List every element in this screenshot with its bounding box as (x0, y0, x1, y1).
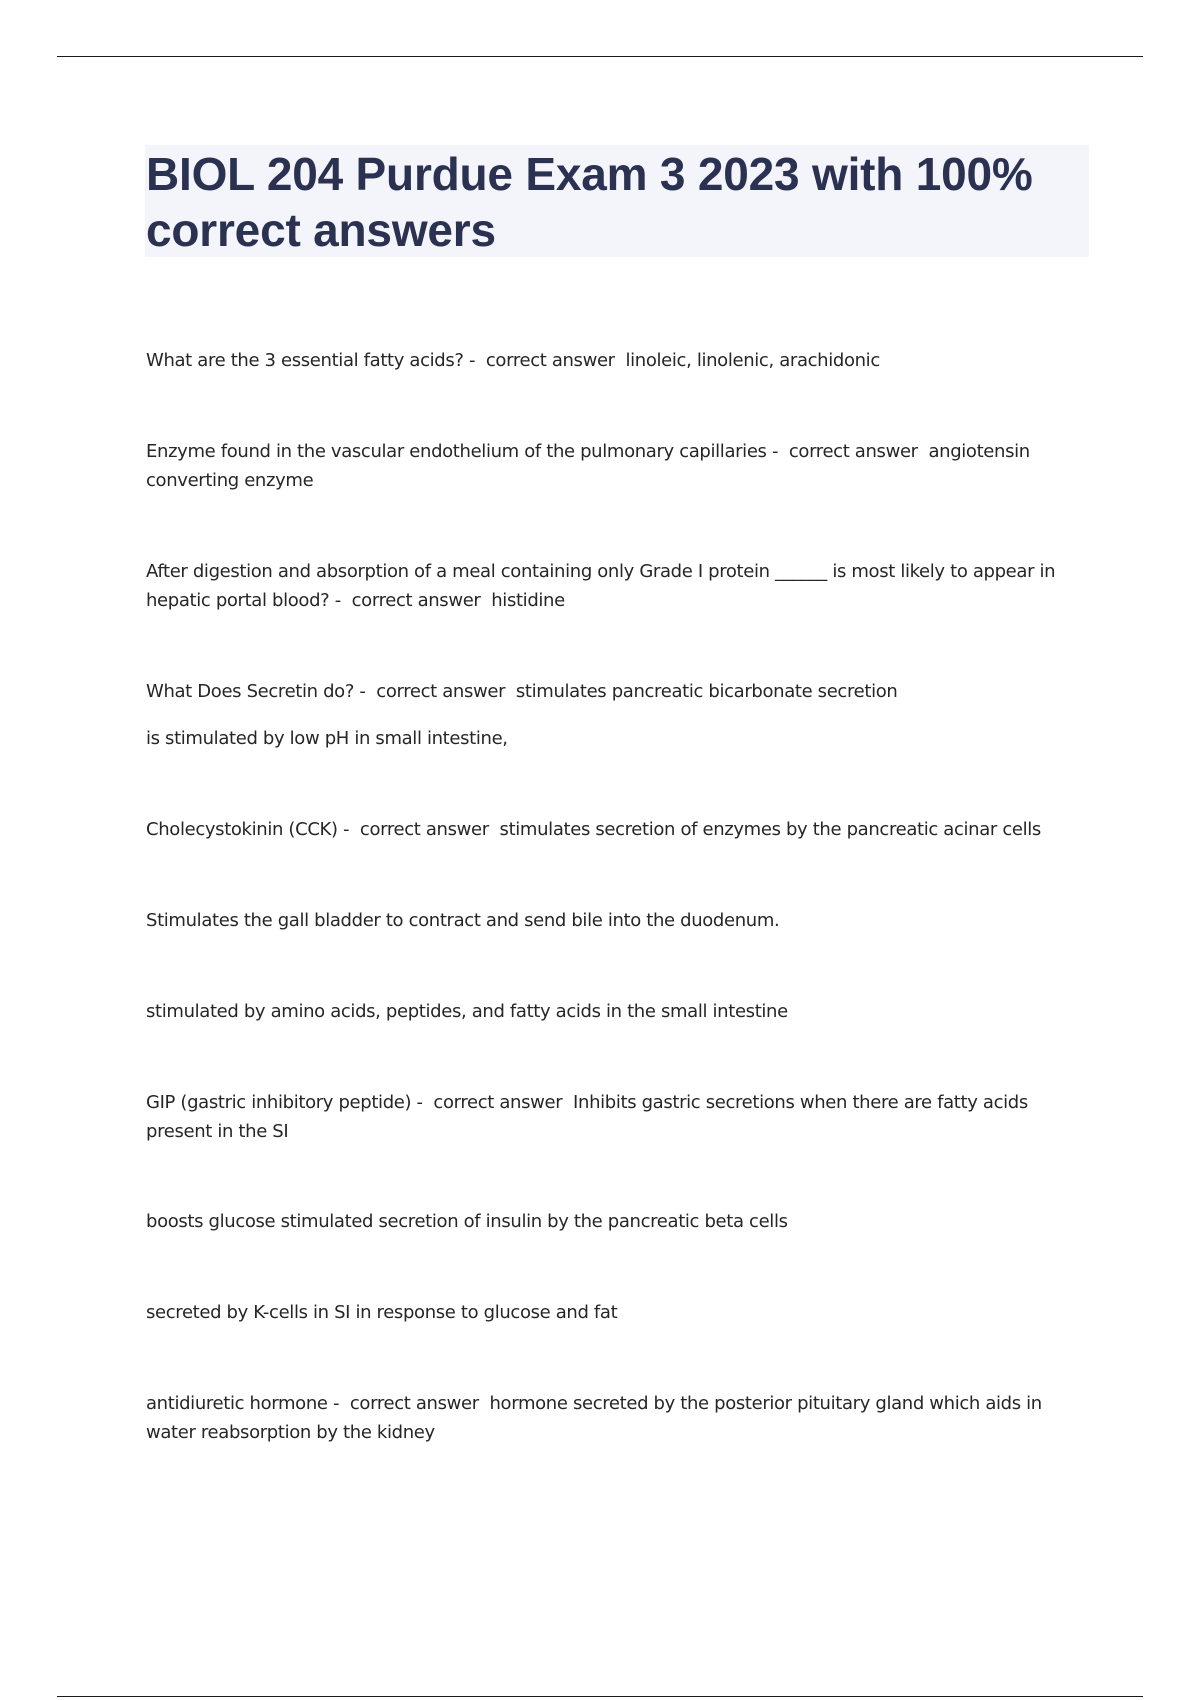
question-text: Enzyme found in the vascular endothelium of the pulmonary capillaries (146, 441, 767, 462)
document-title: BIOL 204 Purdue Exam 3 2023 with 100% correct answers (146, 148, 1033, 256)
question-text: What Does Secretin do? (146, 681, 355, 702)
title-block (145, 145, 1089, 257)
qa-entry-gip (146, 1088, 1092, 1146)
answer-marker: - correct answer (411, 1092, 574, 1113)
note-secretin-stimulus: is stimulated by low pH in small intestine, (146, 728, 508, 749)
answer-text: linoleic, linolenic, arachidonic (625, 350, 880, 371)
footer-rule (57, 1696, 1143, 1697)
qa-entry-pulmonary-enzyme (146, 437, 1092, 495)
qa-entry-secretin (146, 677, 1092, 706)
answer-marker: - correct answer (329, 590, 492, 611)
note-gip-insulin: boosts glucose stimulated secretion of insulin by the pancreatic beta cells (146, 1211, 788, 1232)
answer-marker: - correct answer (337, 819, 500, 840)
note-cck-stimulus: stimulated by amino acids, peptides, and fatty acids in the small intestine (146, 1001, 788, 1022)
note-gall-bladder: Stimulates the gall bladder to contract and send bile into the duodenum. (146, 910, 780, 931)
qa-entry-cck (146, 815, 1092, 844)
qa-entry-adh (146, 1389, 1092, 1447)
header-rule (57, 56, 1143, 57)
qa-entry-essential-fatty-acids (146, 346, 1092, 375)
answer-marker: - correct answer (766, 441, 929, 462)
qa-entry-grade-i-protein (146, 557, 1092, 615)
answer-text: stimulates pancreatic bicarbonate secretion (515, 681, 898, 702)
note-gip-k-cells: secreted by K-cells in SI in response to glucose and fat (146, 1302, 618, 1323)
answer-text: histidine (491, 590, 565, 611)
question-text: GIP (gastric inhibitory peptide) (146, 1092, 412, 1113)
answer-text: stimulates secretion of enzymes by the pancreatic acinar cells (499, 819, 1041, 840)
question-text: What are the 3 essential fatty acids? (146, 350, 464, 371)
answer-marker: - correct answer (463, 350, 626, 371)
question-text: antidiuretic hormone (146, 1393, 328, 1414)
answer-marker: - correct answer (327, 1393, 490, 1414)
answer-text: Inhibits gastric secretions when there are fatty acids present in the SI (146, 1092, 1028, 1142)
answer-text: hormone secreted by the posterior pituitary gland which aids in water reabsorption by the kidney (146, 1393, 1042, 1443)
question-text: After digestion and absorption of a meal containing only Grade I protein ______ is most likely to appear in hepatic portal blood? (146, 561, 1056, 611)
question-text: Cholecystokinin (CCK) (146, 819, 338, 840)
answer-text: angiotensin converting enzyme (146, 441, 1030, 491)
answer-marker: - correct answer (354, 681, 516, 702)
